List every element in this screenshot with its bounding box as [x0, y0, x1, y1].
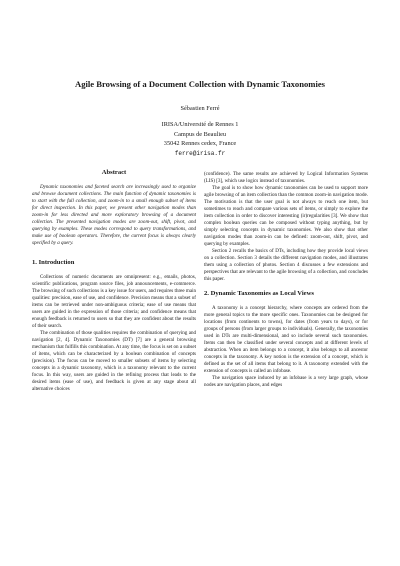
affiliation-line-campus: Campus de Beaulieu: [173, 130, 227, 138]
section-1-heading: 1. Introduction: [32, 259, 75, 267]
right-column: [204, 171, 368, 389]
affiliation-line-institution: IRISA/Université de Rennes 1: [161, 121, 239, 128]
author-name: Sébastien Ferré: [180, 105, 220, 112]
abstract-text: Dynamic taxonomies and faceted search are increasingly used to organize and browse document collections. The main function of dynamic taxonomies is to start with the full collection, and zoom-in to a small enough subset of items for direct inspection. In this paper, we present other navigation modes than zoom-in for less directed and more exploratory browsing of a document collection. The presented navigation modes are zoom-out, shift, pivot, and querying by examples. These modes correspond to query transformations, and make use of boolean operators. Therefore, the current focus is always clearly specified by a query.: [32, 184, 196, 247]
paper-title: Agile Browsing of a Document Collection with Dynamic Taxonomies: [74, 79, 325, 89]
author-affiliation: [0, 120, 400, 158]
intro-paragraph-goal: The goal is to show how dynamic taxonomies can be used to support more agile browsing of an item collection than the common zoom-in navigation mode. The motivation is that the user goal is not always to reach one item, but sometimes to reach and compare various sets of items, or simply to explore the item collection in order to discover interesting (ir)regularities [3]. We show that complex boolean queries can be composed without typing anything, but by simply selecting concepts in dynamic taxonomies. We also show that other navigation modes than zoom-in can be defined: zoom-out, shift, pivot, and querying by examples.: [204, 185, 368, 248]
affiliation-line-address: 35042 Rennes cedex, France: [163, 140, 237, 148]
intro-paragraph-1: Collections of numeric documents are omnipresent: e.g., emails, photos, scientific publications, program source files, job announcements, e-commerce. The browsing of such collections is a key issue for users, and requires three main qualities: precision, ease of use, and confidence. Precision means that a subset of items can be retrieved under non-ambiguous criteria; ease of use means that users are guided in the expression of those criteria; and confidence means that enough feedback is returned to users so that they are confident about the results of their search.: [32, 274, 196, 330]
intro-paragraph-outline: Section 2 recalls the basics of DTs, including how they provide local views on a collection. Section 3 details the different navigation modes, and illustrates them using a collection of photos. Section 4 discusses a few extensions and perspectives that are relevant to the agile browsing of a collection, and concludes this paper.: [204, 248, 368, 283]
section-2-heading: 2. Dynamic Taxonomies as Local Views: [204, 290, 314, 298]
author-email: ferre@irisa.fr: [174, 149, 226, 157]
intro-paragraph-2: The combination of those qualities requires the combination of querying and navigation [2, 4]. Dynamic Taxonomies (DT) [7] are a general browsing mechanism that fulfills this combination. At any time, the focus is set on a subset of items, which can be characterized by a boolean combination of concepts (precision). The focus can be moved to smaller subsets of items by selecting concepts in a dynamic taxonomy, which is a taxonomy relevant to the current focus. In this way, users are guided in the refining process that leads to the desired items (ease of use), and feedback is given at any stage about all alternative choices: [32, 330, 196, 393]
section-2-paragraph-navigation-space: The navigation space induced by an infobase is a very large graph, whose nodes are navigation places, and edges: [204, 375, 368, 389]
intro-paragraph-continued: (confidence). The same results are achieved by Logical Information Systems (LIS) [3], which use logics instead of taxonomies.: [204, 171, 368, 185]
abstract-heading: Abstract: [101, 169, 127, 176]
section-2-paragraph-taxonomy: A taxonomy is a concept hierarchy, where concepts are ordered from the more general topics to the more specific ones. Taxonomies can be designed for locations (from continents to towns), for dates (from years to days), or for groups of persons (from larger groups to individuals). Generally, the taxonomies used in DTs are multi-dimensional, and so include several such taxonomies. Items can then be classified under several concepts and at different levels of abstraction. When an item belongs to a concept, it also belongs to all ancestor concepts in the taxonomy. A key notion is the extension of a concept, which is defined as the set of all items that belong to it. A taxonomy extended with the extension of concepts is called an infobase.: [204, 305, 368, 375]
left-column: [32, 169, 196, 393]
